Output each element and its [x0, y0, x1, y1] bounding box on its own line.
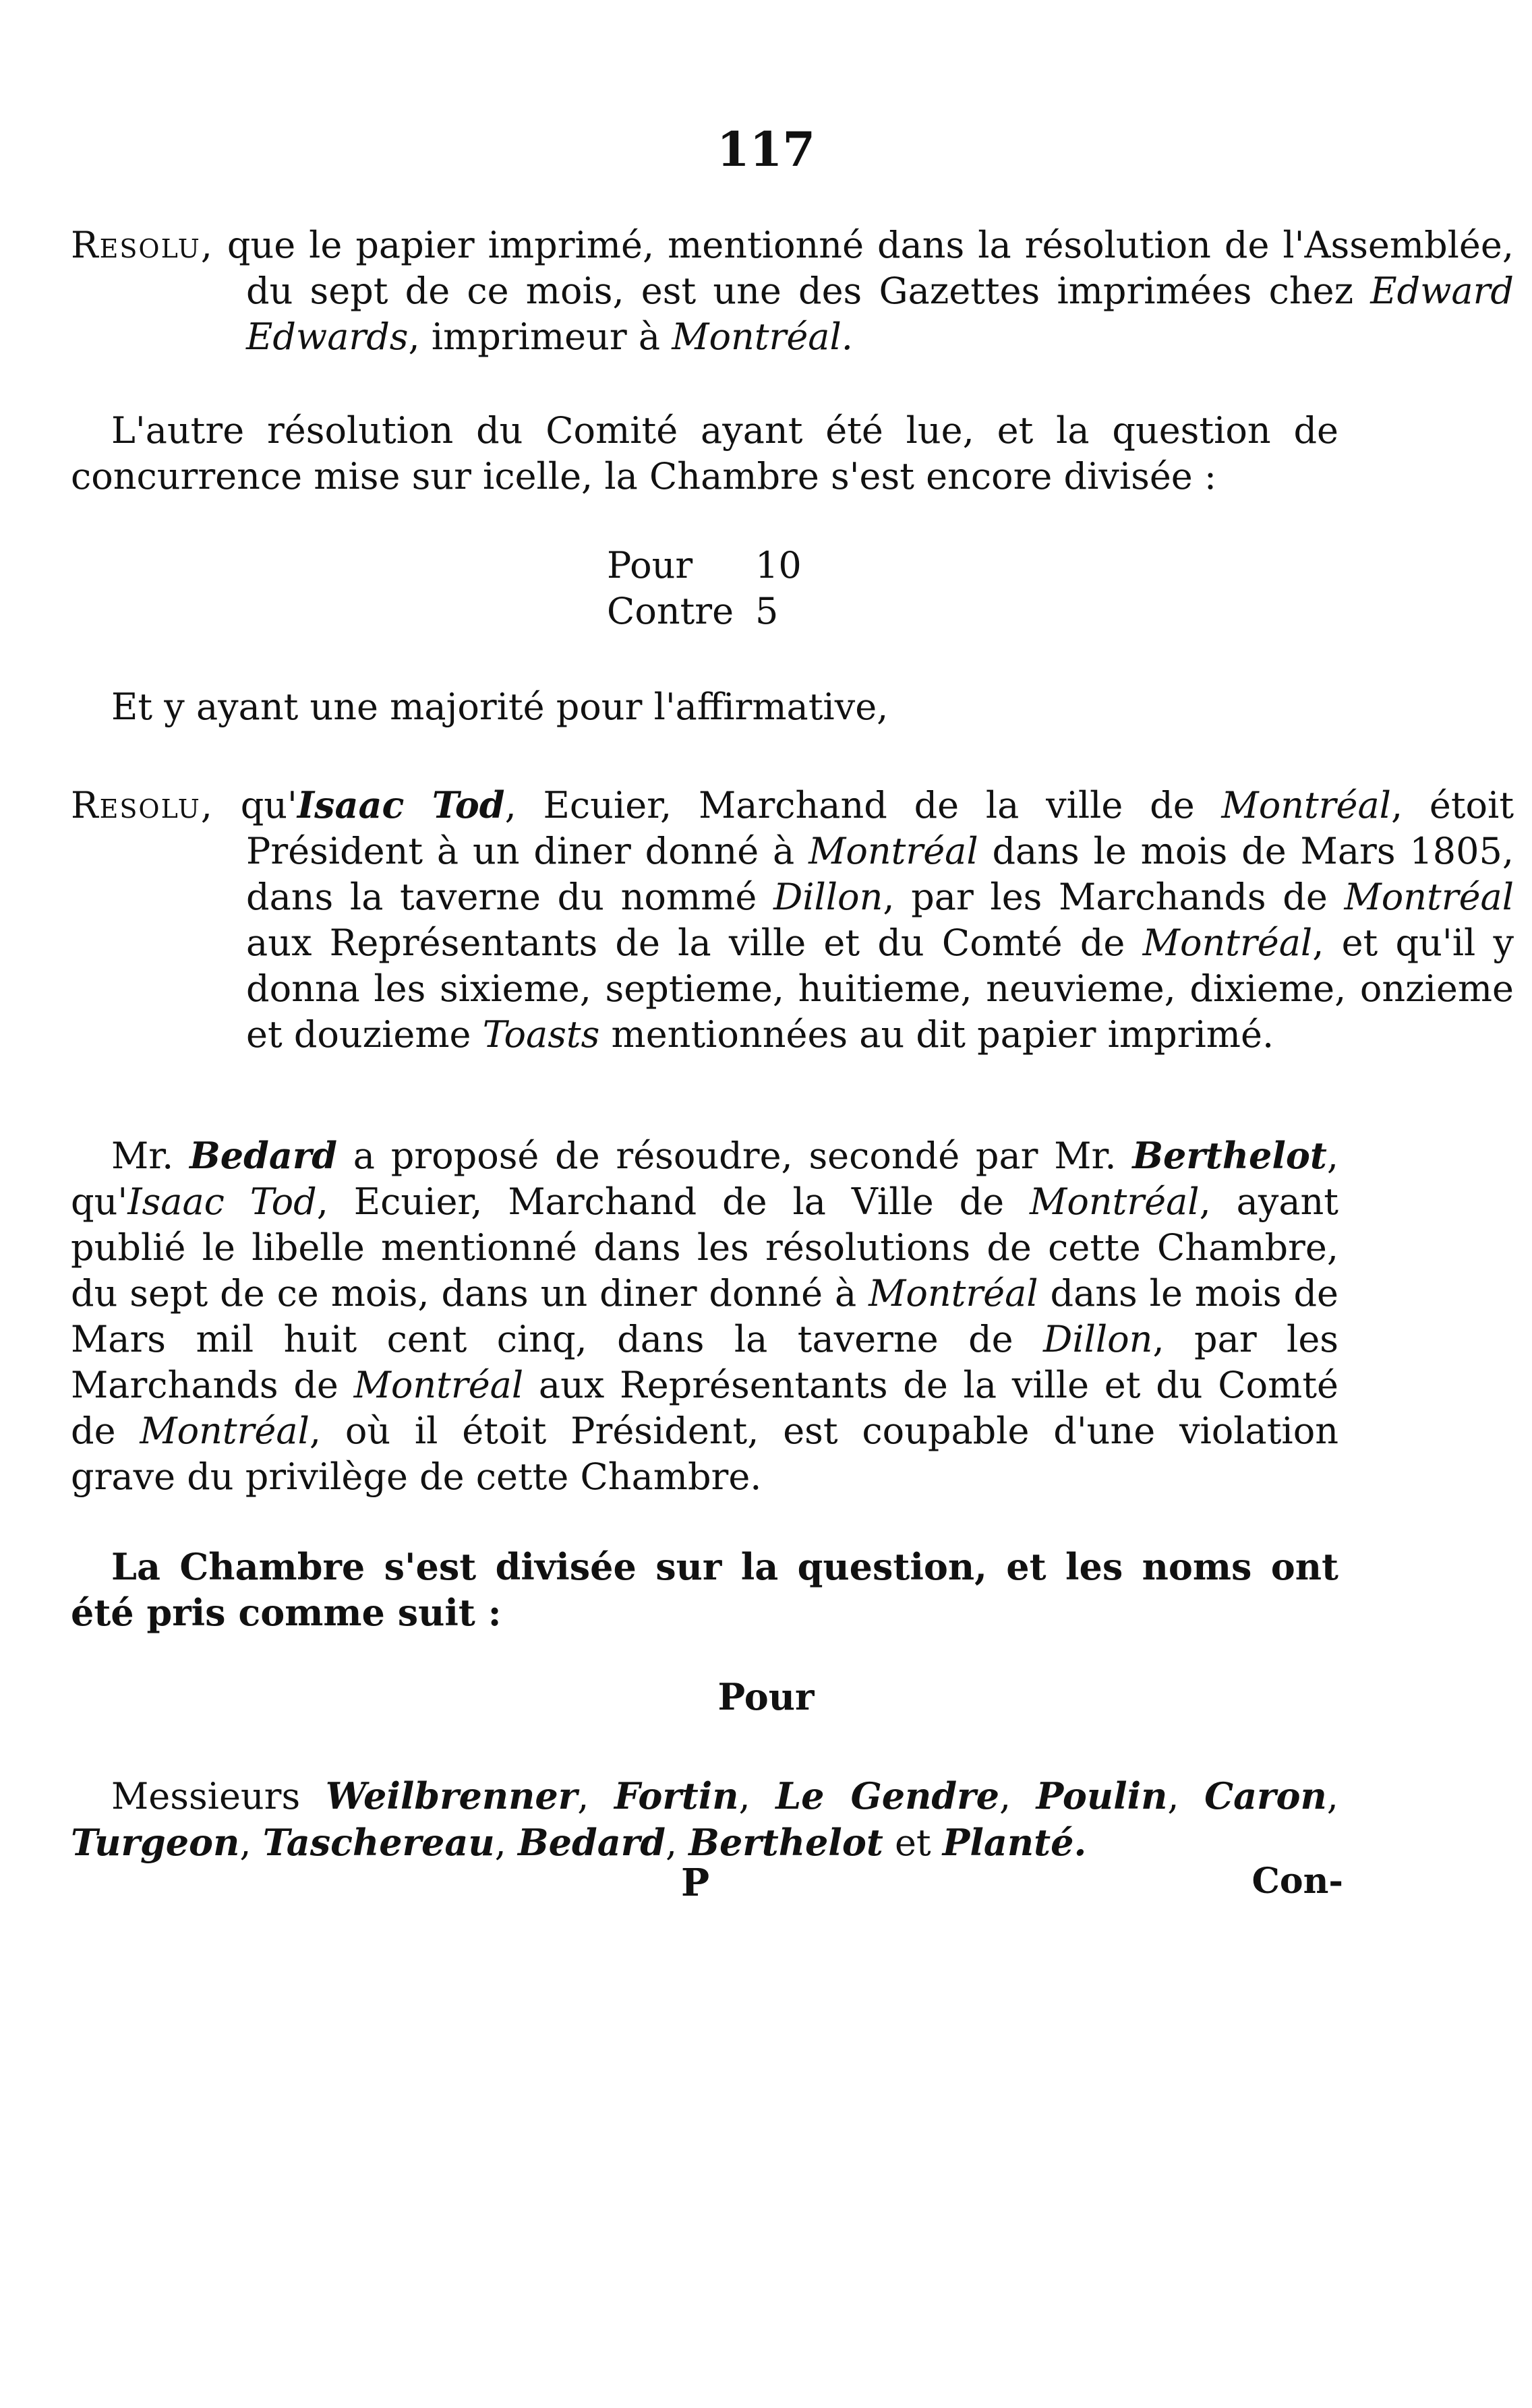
- text: ,: [1326, 1775, 1338, 1817]
- text: ,: [999, 1775, 1036, 1817]
- text: ,: [494, 1822, 518, 1864]
- text: dans le mois de Mars mil huit cent cinq, dans la taverne de: [71, 1272, 1338, 1360]
- text: , où il étoit Président, est coupable d'une violation grave du privilège de cette Chambre.: [71, 1410, 1338, 1498]
- text: que le papier imprimé, mentionné dans la résolution de l'Assemblée, du sept de ce mois, est une des Gazettes imprimées chez: [213, 224, 1514, 312]
- place-italic: Montréal: [1030, 1180, 1200, 1223]
- text: , Ecuier, Marchand de la ville de: [504, 784, 1222, 826]
- paragraph-majorite: Et y ayant une majorité pour l'affirmative,: [111, 686, 889, 728]
- vote-contre-row: [607, 589, 802, 634]
- resolu-label: Resolu,: [71, 784, 214, 826]
- text: , par les Marchands de: [883, 876, 1345, 918]
- member-name: Taschereau: [262, 1821, 495, 1864]
- text: qu': [213, 784, 297, 826]
- text: , Ecuier, Marchand de la Ville de: [316, 1180, 1030, 1223]
- word-italic: Toasts: [482, 1013, 600, 1056]
- text: , par les Marchands de: [71, 1318, 1338, 1406]
- text: ,: [1167, 1775, 1205, 1817]
- member-name: Turgeon: [71, 1821, 240, 1864]
- text: a proposé de résoudre, secondé par Mr.: [337, 1135, 1133, 1177]
- text: aux Représentants de la ville et du Comté de: [246, 922, 1143, 964]
- name-italic: Dillon: [773, 876, 883, 918]
- pour-heading: Pour: [717, 1675, 815, 1718]
- place-italic: Montréal: [140, 1410, 310, 1452]
- place-italic: Montréal.: [672, 315, 853, 358]
- paragraph-autre-resolution: L'autre résolution du Comité ayant été lue, et la question de concurrence mise sur icelle, la Chambre s'est encore divisée :: [71, 409, 1338, 498]
- vote-pour-label: Pour: [607, 544, 693, 586]
- member-name: Fortin: [614, 1774, 739, 1817]
- signature-mark: P: [681, 1861, 710, 1905]
- vote-pour-row: [607, 543, 802, 589]
- member-name: Le Gendre: [775, 1774, 999, 1817]
- text: Mr.: [111, 1135, 190, 1177]
- catchword: Con-: [1251, 1861, 1343, 1902]
- text: ,: [239, 1822, 263, 1864]
- text: , étoit Président à un diner donné à: [246, 784, 1514, 872]
- name-italic: Edward Edwards: [246, 270, 1514, 358]
- text: aux Représentants de la ville et du Comté de: [71, 1364, 1338, 1452]
- name-italic: Berthelot: [1132, 1134, 1327, 1177]
- vote-contre-value: 5: [755, 590, 779, 632]
- place-italic: Montréal: [808, 830, 978, 872]
- vote-contre-label: Contre: [607, 590, 734, 632]
- paragraph-names-pour: [71, 1773, 1338, 1866]
- paragraph-motion-bedard: [71, 1133, 1338, 1500]
- text: , imprimeur à: [408, 315, 672, 358]
- place-italic: Montréal: [353, 1364, 524, 1406]
- text: Messieurs: [111, 1775, 326, 1817]
- paragraph-resolu-2: [71, 782, 1514, 1058]
- text: mentionnées au dit papier imprimé.: [599, 1013, 1274, 1056]
- member-name: Weilbrenner: [325, 1774, 578, 1817]
- vote-pour-value: 10: [755, 544, 802, 586]
- text: ,: [738, 1775, 776, 1817]
- name-italic: Dillon: [1043, 1318, 1153, 1360]
- name-italic: Bedard: [189, 1134, 338, 1177]
- text: ,: [577, 1775, 614, 1817]
- text: et: [883, 1822, 943, 1864]
- place-italic: Montréal: [1344, 876, 1514, 918]
- name-italic: Isaac Tod: [297, 783, 505, 826]
- paragraph-resolu-1: [71, 222, 1514, 360]
- place-italic: Montréal: [868, 1272, 1038, 1315]
- text: ,: [665, 1822, 689, 1864]
- text: , qu': [71, 1135, 1338, 1223]
- resolu-label: Resolu,: [71, 224, 214, 266]
- place-italic: Montréal: [1142, 922, 1313, 964]
- page-number: 117: [716, 121, 816, 177]
- text: , et qu'il y donna les sixieme, septieme, huitieme, neuvieme, dixieme, onzieme et douzieme: [246, 922, 1514, 1056]
- member-name: Berthelot: [688, 1821, 883, 1864]
- text: dans le mois de Mars 1805, dans la taverne du nommé: [246, 830, 1514, 918]
- text: , ayant publié le libelle mentionné dans les résolutions de cette Chambre, du sept de ce mois, dans un diner donné à: [71, 1180, 1338, 1315]
- place-italic: Montréal: [1221, 784, 1391, 826]
- member-name: Poulin: [1036, 1774, 1168, 1817]
- member-name: Caron: [1204, 1774, 1327, 1817]
- vote-tally: [607, 543, 802, 634]
- member-name: Planté.: [942, 1821, 1087, 1864]
- paragraph-division: La Chambre s'est divisée sur la question, et les noms ont été pris comme suit :: [71, 1545, 1338, 1634]
- member-name: Bedard: [518, 1821, 666, 1864]
- name-italic: Isaac Tod: [127, 1180, 317, 1223]
